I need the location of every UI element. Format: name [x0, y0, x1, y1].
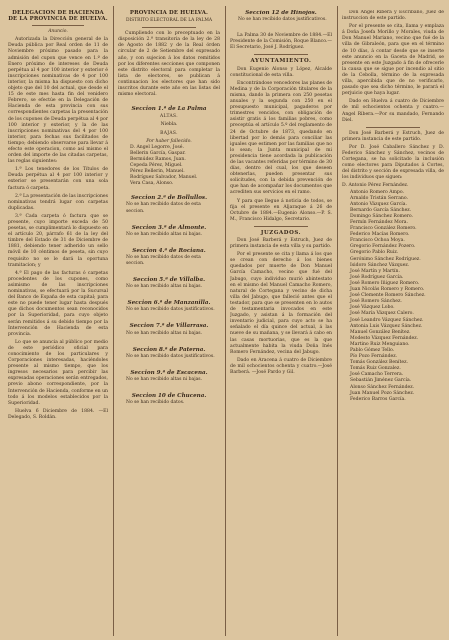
list-item: Bermúdez Ramos, Juan. [130, 156, 186, 162]
list-item: Arnaldo Tristán Serrano. [350, 195, 409, 201]
col1-body [8, 37, 108, 421]
paragraph: 4.ª El pago de las facturas ó carpetas procedentes de los cupones, como asimismo de las inscripciones nominativas, se efectuará por la Sucursal del Banco de España de esta capital; para este no puede tener lugar hasta después que dichos documentos sean reconocidos por la Superioridad, para cuyo objeto serán remitidos á su debido tiempo por la Intervención de Hacienda de esta provincia. [8, 270, 108, 337]
col2-subtitle: DISTRITO ELECTORAL DE LA PALMA [125, 18, 213, 24]
paragraph: Don Angel Ribera y Escribano, Juez de instruccion de este partido. [342, 10, 444, 22]
paragraph: 2.ª La presentación de las inscripciones nominativas tendrá lugar con carpetas duplicadas. [8, 193, 108, 211]
list-item: Tomás Ruiz Gonzalez. [350, 366, 401, 372]
paragraph: Dado en Huelva á cuatro de Diciembre de mil ochocientos ochenta y cuatro.—Angel Ribera.—Por su mandado, Fernando Diel. [342, 99, 444, 123]
people-list [130, 145, 220, 188]
list-item: José Vázquez Lobo. [350, 305, 395, 311]
list-item: Bellerin García, Gaspar. [130, 150, 186, 156]
col1-title-rule [32, 25, 84, 26]
list-item: Antonio Romero Ampo. [350, 189, 405, 195]
section-note: No se han recibido altas ni bajas. [126, 231, 203, 237]
section-heading: Seccion 6.ª de Manzanilla. [127, 300, 211, 307]
list-item: Francisco Ochoa Moya. [350, 238, 405, 244]
col3-body [230, 67, 332, 223]
paragraph: Don José Barberá y Estruch, Juez de primera instancia de este partido. [342, 130, 444, 142]
list-item: José Leandro Vázquez Sánchez. [350, 317, 424, 323]
list-item: Gerónimo Sánchez Rodríguez. [350, 256, 421, 262]
section-line: Niebla. [160, 122, 178, 128]
section-line: Por haber fallecido. [146, 138, 192, 144]
section-heading: Seccion 3.ª de Almonte. [131, 224, 207, 231]
column-2 [118, 10, 220, 632]
col2-title: PROVINCIA DE HUELVA. [129, 10, 209, 16]
list-item: Modesto Vázquez Fernández. [350, 335, 419, 341]
list-item: Manuel González Benítez. [350, 329, 411, 335]
col3-section-note: No se han recibido datos justificativos. [238, 17, 327, 23]
list-item: Francisco González Romero. [350, 226, 417, 232]
col4-rule-1 [366, 127, 420, 128]
col2-sections [118, 106, 220, 406]
paragraph: Por el presente se cita, llama y emplaza á Doña Josefa Morillo y Morales, viuda de Don Manuel Mariano, vecino que fué de la villa de Gibraleón, para que en el término de 10 días, á contar desde que se inserte este anuncio en la Gaceta de Madrid, se presente en este Juzgado á fin de ofrecerle la causa que se sigue por incendio al sitio de la Cebolla, término de la expresada villa, apercibida que de no verificarlo, pasado que sea dicho término, le parará el perjuicio que haya lugar. [342, 24, 444, 97]
section-heading: Seccion 8.ª de Paterna. [132, 346, 206, 353]
col1-title: DELEGACIÓN DE HACIENDA DE LA PROVINCIA DE HUELVA. [8, 10, 108, 23]
list-item: José Romero Sánchez. [350, 299, 402, 305]
list-item: José Clemente Romero Sánchez. [350, 293, 426, 299]
section-note: No se han recibido datos. [126, 400, 185, 406]
paragraph: Autorizada la Dirección general de la Deuda pública por Real orden de 11 de Noviembre próximo pasado para la admisión del cupon que vence en 1.º de Enero próximo de intereses de Deuda perpétua al 4 por 100 interior y exterior é inscripciones nominativas de 4 por 100 interior, la misma ha dispuesto con dicho objeto que del 10 del actual, que desde el 15 de este mes hasta fin del venidero Febrero, se efectúe en la Delegación de Hacienda de esta provincia con sus correspondientes carpetas la presentación de los cupones de Deuda perpétua al 4 por 100 interior y exterior, y la de las inscripciones nominativas del 4 por 100 interior, para fechas sus facilitados de tiempo; debiendo observarse para llevar á efecto este operacion, como así mismo el orden del importe de las citadas carpetas, las reglas siguientes: [8, 37, 108, 165]
column-divider-2 [225, 6, 226, 636]
list-item: Rodríguez Salvador, Manuel. [130, 175, 198, 181]
list-item: Tomás González Benítez. [350, 360, 408, 366]
list-item: Antonia Luis Vázquez Sánchez. [350, 323, 423, 329]
column-4 [342, 10, 444, 632]
section-line: ALTAS. [160, 114, 178, 120]
section-heading: Seccion 1.ª de La Palma [131, 106, 207, 113]
section-line: BAJAS. [160, 130, 178, 136]
list-item: José Martín y Martín. [350, 268, 400, 274]
paragraph: 1.ª Los tenedores de los Títulos de Deuda perpétua al 4 por 100 interior y exterior se presentarán con una sola factura ó carpeta. [8, 167, 108, 191]
col3-juzgados-body [230, 238, 332, 376]
paragraph: Encontrándose vencedores las planes de Medina y de la Corporación titulares de la misma, dando la primera con 250 pesetas anuales y la segunda con 250 en el presupuesto municipal, pagaderos por trimestres vencidos, con obligación de asistir gratis á los familias pobres, como preceptúa el artículo 5.º del reglamento de 24 de Octubre de 1873, quedando en libertad por lo demás para conciliar las iguales que estimen por las familias que no lo sean; la Junta municipal de mi presidencia tiene acordada la publicación de las vacantes referidas por término de 30 días, dentro del cual, los que deseen obtenerlas, pueden presentar sus solicitudes, con la debida prevención de que han de acompañar los documentos que acrediten sus servicios en el ramo. [230, 80, 332, 196]
section-heading: Seccion 10 de Chucena. [131, 393, 207, 400]
list-item: Cepeda Pérez, Miguel. [130, 162, 183, 168]
paragraph: Por el presente se cita y llama á los que se crean con derecho á los bienes quedados por muerte de Don Manuel García Camacho, vecino que fué del Jabugo, cuyo individuo murió abintestato en el mismo del Manuel Camacho Romero, natural de Cortegana y vecino de dicha villa del Jabugo, que falleció antes que el testador, para que se presenten en lo autos de testamentaria invocados en este Juzgado, y asistan á la formación del inventario judicial, para cuyo acto se ha señalado el día quince del actual, á las nueve de su mañana, y se llevará á cabo en las casas mortuorias, que es la que actualmente habita la viuda Doña Inés Romero Fernández, vecina del Jabugo. [230, 252, 332, 355]
col1-subtitle: Anuncio. [48, 29, 68, 35]
list-item: Pablo Gómez Tello. [350, 347, 395, 353]
list-item: Isidoro Sánchez Vázquez. [350, 262, 410, 268]
section-heading: Seccion 5.ª de Villalba. [132, 277, 206, 284]
list-item: Federico Macías Romero. [350, 232, 410, 238]
col3-section-title: Seccion 12 de Hinojos. [245, 10, 317, 16]
paragraph: Y para que llegue á noticia de todos, se fija el presente en Aljaraque á 26 de Octubre de 1884.—Eugenio Alonso.—P. S. M., Francisco Hidalgo, Secretario. [230, 198, 332, 222]
list-item: Pío Pozo Fernández. [350, 354, 398, 360]
list-item: Sebastián Jiménez García. [350, 378, 412, 384]
paragraph: 3.ª Cada carpeta ó factura que se presente, cuyo importe exceda de 50 pesetas, se cumplimentará lo dispuesto en el artículo 20, párrafo 61 de la ley del timbre del Estado de 31 de Diciembre de 1881, debiendo tener adherido un sello móvil de 10 céntimos de peseta, sin cuyo requisito no se le dará la oportuna tramitacion; y [8, 213, 108, 268]
list-item: José María Vázquez Calero. [350, 311, 414, 317]
section-note: No se han recibido altas ni bajas. [126, 376, 203, 382]
section-note: No se han recibido altas ni bajas. [126, 284, 203, 290]
list-item: Gregorio Pablo Ruiz. [350, 250, 399, 256]
list-item: Juan Manuel Pozo Sánchez. [350, 390, 415, 396]
paragraph: Por D. José Caballero Sánchez y D. Federico Sánchez y Sánchez, vecinos de Cortegana, se ha solicitado la inclusión como electores para Diputados á Cortes, del distrito y sección de expresada villa, de los individuos que siguen: [342, 144, 444, 181]
section-note: No se han recibido altas ni bajas. [126, 330, 203, 336]
paragraph: Lo que se anuncia al público por medio de este periódico oficial para conocimiento de los particulares y Corporaciones interesadas, haciéndoles presente al mismo tiempo, que los ingresos necesarios para percibir las expresadas operaciones serán entregados, previo abono correspondiente, por la Intervención de Hacienda, conforme en un todo á los modelos establecidos por la Superioridad. [8, 339, 108, 406]
paragraph: Don José Barberá y Estruch, Juez de primera instancia de esta villa y su partido. [230, 238, 332, 250]
paragraph: Cumpliendo con lo preceptuado en la disposición 2.ª transitoria de la ley de 28 de Agosto de 1882 y de la Real órden circular de 2 de Setiembre del expresado año, y con sujecion á los datos remitidos por los diferentes secciones que componen este distrito electoral para completar la lista de electores, se publican á continuacion los electores que han sido inscritos durante este año en las listas del mismo electoral. [118, 31, 220, 98]
list-item: Gregorio Fernández Pozero. [350, 244, 416, 250]
section-note: No se han recibido datos justificativos. [126, 307, 215, 313]
paragraph: Don Eugenio Alonso y López, Alcalde constitucional de esta villa. [230, 66, 332, 78]
section-heading: Seccion 7.ª de Villarrasa. [129, 323, 209, 330]
section-heading: Seccion 2.ª de Bollullos. [130, 195, 208, 202]
paragraph: Dado en Aracena á cuatro de Diciembre de mil ochocientos ochenta y cuatro.—José Barberá. —José Pardo y Gil. [230, 357, 332, 375]
list-item: Bernardo García Sánchez. [350, 207, 412, 213]
list-item: Alonso Sánchez Fernández. [350, 384, 415, 390]
list-item: Antonio Vázquez García. [350, 201, 407, 207]
column-divider-1 [113, 6, 114, 636]
list-item: Martino Ruiz Menguiano. [350, 341, 410, 347]
list-item: José Rodríguez García. [350, 274, 404, 280]
list-item: José Romero Iñiguez Romero. [350, 280, 420, 286]
section-note: No se han recibido datos de esta seccion. [126, 202, 201, 214]
col4-mid-body [342, 131, 444, 182]
section-note: No se han recibido datos justificativos. [126, 353, 215, 359]
column-1 [8, 10, 108, 632]
col3-para-top: La Palma 30 de Noviembre de 1884.—El Presidente de la Comisión, Roque Blanco.—El Secretario, José J. Rodríguez. [230, 33, 332, 51]
col3-heading-juzgados: JUZGADOS. [260, 229, 302, 236]
col4-names-list [342, 183, 444, 402]
column-divider-3 [337, 6, 338, 636]
list-item: Federico Barros García. [350, 396, 406, 402]
list-item: Vera Casa, Alonso. [130, 181, 174, 187]
col3-rule-1 [254, 54, 308, 55]
list-item: José Camacho Terrera. [350, 372, 404, 378]
list-item: Fermín Fernández Mora. [350, 220, 409, 225]
list-item: Juan Nicolás Romero y Romero. [350, 287, 425, 293]
list-item: D. Angel Legorre, José. [130, 144, 184, 150]
section-heading: Seccion 4.ª de Rociana. [132, 247, 206, 254]
list-item: Pérez Bellerin, Manuel. [130, 169, 185, 175]
list-item: D. Antonio Pérez Fernández. [342, 183, 409, 189]
paragraph: Huelva 6 Diciembre de 1884. —El Delegado, S. Roldán. [8, 408, 108, 420]
col3-rule-2 [254, 226, 308, 227]
col2-title-rule [142, 27, 196, 28]
column-3 [230, 10, 332, 632]
col4-top-body [342, 10, 444, 124]
section-heading: Seccion 9.ª de Escacena. [130, 369, 208, 376]
col3-heading-ayuntamiento: AYUNTAMIENTO. [250, 58, 312, 65]
list-item: Domingo Sánchez Romero. [350, 213, 414, 219]
col2-body [118, 31, 220, 98]
section-note: No se han recibido datos de esta seccion. [126, 254, 201, 266]
